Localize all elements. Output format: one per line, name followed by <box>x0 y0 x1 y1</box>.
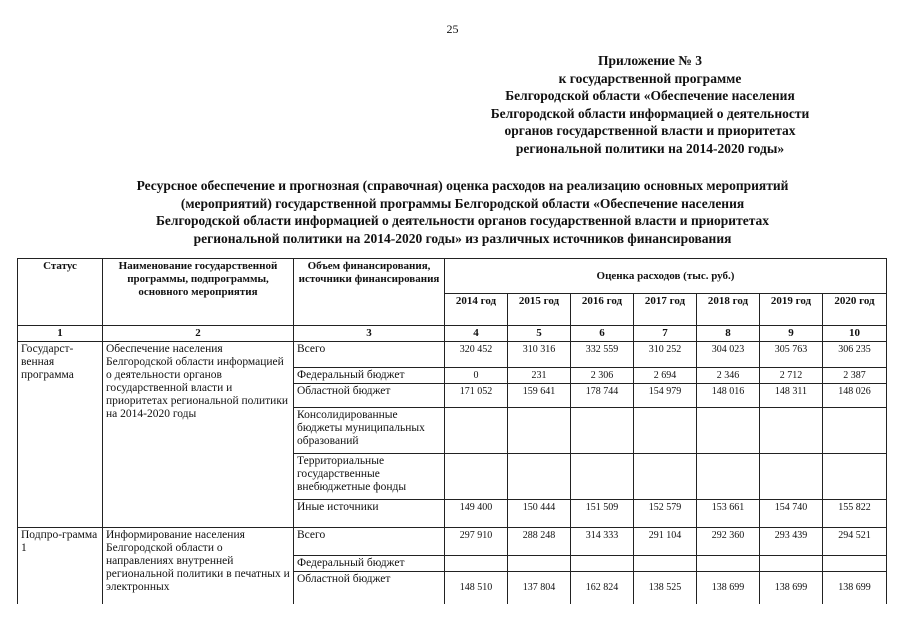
value-cell: 306 235 <box>823 342 887 368</box>
value-cell: 148 016 <box>697 384 760 408</box>
appendix-line: Приложение № 3 <box>598 53 702 68</box>
column-number: 7 <box>634 326 697 342</box>
column-number: 6 <box>571 326 634 342</box>
header-year: 2018 год <box>697 294 760 326</box>
program-name-cell: Информирование населения Белгородской области о направлениях внутренней региональной политики в печатных и электронных <box>103 528 294 604</box>
table-row <box>18 528 887 556</box>
value-cell <box>508 408 571 454</box>
column-number: 5 <box>508 326 571 342</box>
value-cell: 148 311 <box>760 384 823 408</box>
title-line: региональной политики на 2014-2020 годы» из различных источников финансирования <box>193 230 732 246</box>
title-line: (мероприятий) государственной программы Белгородской области «Обеспечение населения <box>180 195 745 211</box>
header-volume: Объем финансирования, источники финансирования <box>294 259 445 326</box>
value-cell: 162 824 <box>571 572 634 604</box>
appendix-line: органов государственной власти и приоритетах <box>504 123 796 138</box>
value-cell: 150 444 <box>508 500 571 528</box>
header-year: 2020 год <box>823 294 887 326</box>
source-cell: Федеральный бюджет <box>294 368 445 384</box>
value-cell <box>823 454 887 500</box>
value-cell: 2 694 <box>634 368 697 384</box>
value-cell: 138 699 <box>760 572 823 604</box>
source-cell: Всего <box>294 342 445 368</box>
source-cell: Территориальные государственные внебюджетные фонды <box>294 454 445 500</box>
header-name: Наименование государственной программы, подпрограммы, основного мероприятия <box>103 259 294 326</box>
column-number: 8 <box>697 326 760 342</box>
column-number: 2 <box>103 326 294 342</box>
value-cell: 304 023 <box>697 342 760 368</box>
value-cell: 152 579 <box>634 500 697 528</box>
value-cell <box>508 454 571 500</box>
document-title <box>40 177 885 247</box>
value-cell: 310 252 <box>634 342 697 368</box>
value-cell: 171 052 <box>445 384 508 408</box>
value-cell: 294 521 <box>823 528 887 556</box>
value-cell: 2 346 <box>697 368 760 384</box>
value-cell <box>697 454 760 500</box>
value-cell: 292 360 <box>697 528 760 556</box>
title-line: Белгородской области информацией о деятельности органов государственной власти и приоритетах <box>156 213 769 228</box>
header-year: 2019 год <box>760 294 823 326</box>
value-cell: 159 641 <box>508 384 571 408</box>
header-year: 2015 год <box>508 294 571 326</box>
value-cell: 297 910 <box>445 528 508 556</box>
value-cell: 305 763 <box>760 342 823 368</box>
value-cell <box>634 454 697 500</box>
value-cell <box>445 454 508 500</box>
value-cell: 153 661 <box>697 500 760 528</box>
title-line: Ресурсное обеспечение и прогнозная (справочная) оценка расходов на реализацию основных мероприятий <box>136 178 789 193</box>
value-cell: 0 <box>445 368 508 384</box>
value-cell: 293 439 <box>760 528 823 556</box>
column-number: 10 <box>823 326 887 342</box>
value-cell: 138 699 <box>697 572 760 604</box>
column-number: 9 <box>760 326 823 342</box>
value-cell <box>823 408 887 454</box>
value-cell <box>697 556 760 572</box>
value-cell <box>445 408 508 454</box>
appendix-line: региональной политики на 2014-2020 годы» <box>515 140 785 156</box>
table-row <box>18 342 887 368</box>
value-cell <box>760 556 823 572</box>
value-cell: 2 387 <box>823 368 887 384</box>
source-cell: Областной бюджет <box>294 572 445 604</box>
value-cell <box>571 454 634 500</box>
value-cell: 314 333 <box>571 528 634 556</box>
header-year: 2017 год <box>634 294 697 326</box>
value-cell: 148 510 <box>445 572 508 604</box>
value-cell: 138 699 <box>823 572 887 604</box>
value-cell: 2 306 <box>571 368 634 384</box>
column-number: 3 <box>294 326 445 342</box>
column-number: 1 <box>18 326 103 342</box>
source-cell: Областной бюджет <box>294 384 445 408</box>
value-cell <box>508 556 571 572</box>
value-cell <box>634 408 697 454</box>
value-cell <box>571 408 634 454</box>
page-number: 25 <box>446 22 459 36</box>
value-cell: 138 525 <box>634 572 697 604</box>
funding-table <box>17 258 887 604</box>
header-year: 2014 год <box>445 294 508 326</box>
header-estimate: Оценка расходов (тыс. руб.) <box>445 259 887 294</box>
value-cell: 149 400 <box>445 500 508 528</box>
column-number: 4 <box>445 326 508 342</box>
value-cell: 154 740 <box>760 500 823 528</box>
status-cell: Подпро-грамма 1 <box>18 528 103 604</box>
header-year: 2016 год <box>571 294 634 326</box>
value-cell: 178 744 <box>571 384 634 408</box>
source-cell: Консолидированные бюджеты муниципальных образований <box>294 408 445 454</box>
source-cell: Иные источники <box>294 500 445 528</box>
value-cell <box>634 556 697 572</box>
value-cell: 151 509 <box>571 500 634 528</box>
value-cell: 2 712 <box>760 368 823 384</box>
value-cell <box>823 556 887 572</box>
source-cell: Федеральный бюджет <box>294 556 445 572</box>
value-cell <box>760 408 823 454</box>
value-cell: 137 804 <box>508 572 571 604</box>
value-cell: 155 822 <box>823 500 887 528</box>
appendix-line: к государственной программе <box>558 70 742 86</box>
value-cell <box>760 454 823 500</box>
value-cell <box>445 556 508 572</box>
value-cell: 291 104 <box>634 528 697 556</box>
status-cell: Государст-венная программа <box>18 342 103 528</box>
appendix-line: Белгородской области информацией о деятельности <box>490 105 810 121</box>
source-cell: Всего <box>294 528 445 556</box>
value-cell: 231 <box>508 368 571 384</box>
value-cell: 320 452 <box>445 342 508 368</box>
value-cell: 332 559 <box>571 342 634 368</box>
value-cell: 288 248 <box>508 528 571 556</box>
appendix-header <box>470 52 830 157</box>
value-cell: 310 316 <box>508 342 571 368</box>
value-cell <box>697 408 760 454</box>
appendix-line: Белгородской области «Обеспечение населения <box>505 88 795 103</box>
program-name-cell: Обеспечение населения Белгородской области информацией о деятельности органов государственной власти и приоритетах региональной политики на 2014-2020 годы <box>103 342 294 528</box>
value-cell: 148 026 <box>823 384 887 408</box>
value-cell: 154 979 <box>634 384 697 408</box>
header-status: Статус <box>18 259 103 326</box>
value-cell <box>571 556 634 572</box>
